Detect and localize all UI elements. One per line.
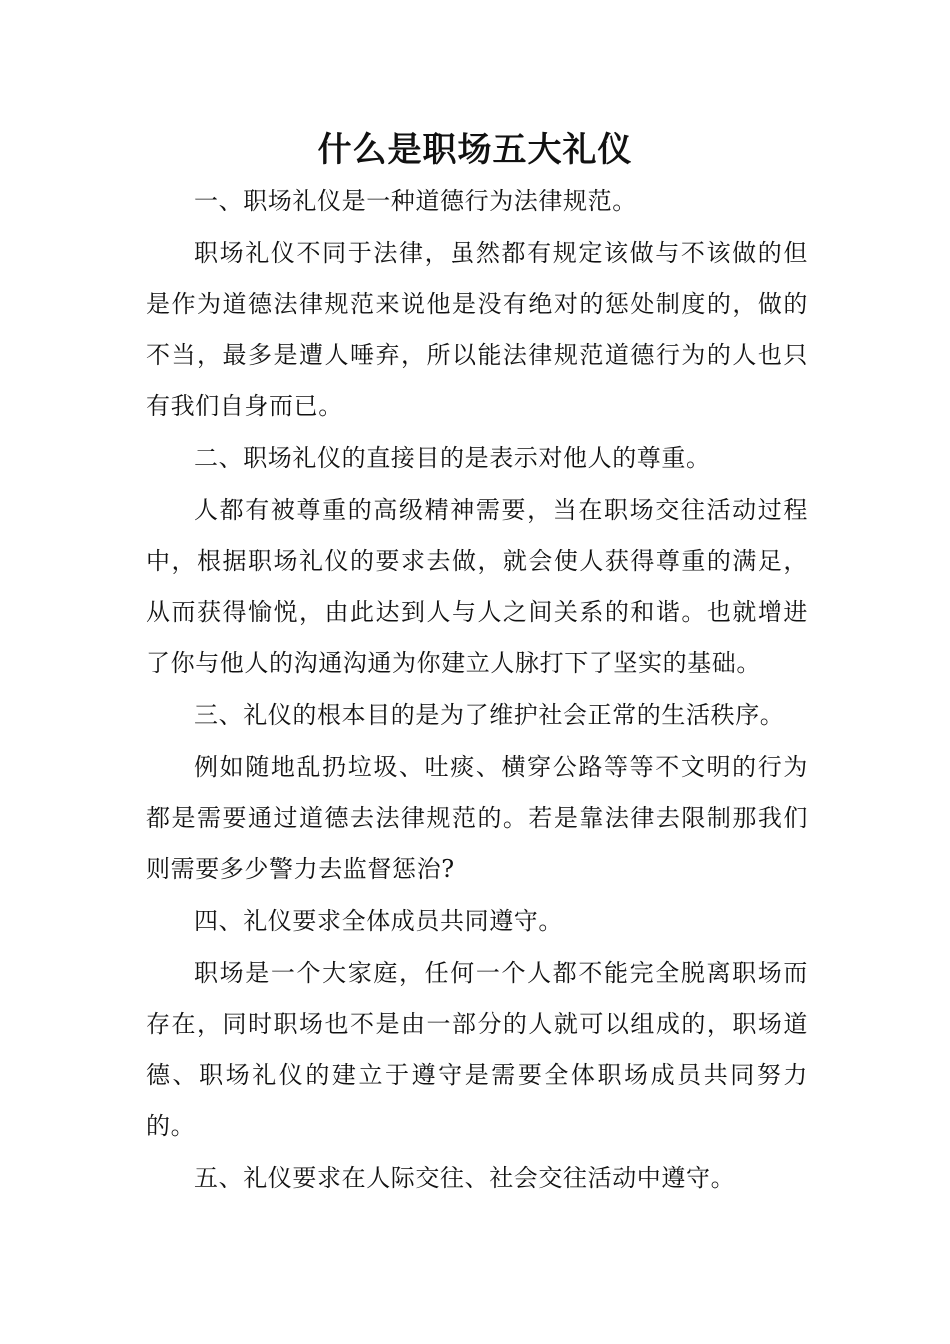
section-3-body: 例如随地乱扔垃圾、吐痰、横穿公路等等不文明的行为都是需要通过道德去法律规范的。若是靠法律去限制那我们则需要多少警力去监督惩治? (146, 753, 808, 883)
section-1-body: 职场礼仪不同于法律，虽然都有规定该做与不该做的但是作为道德法律规范来说他是没有绝对的惩处制度的，做的不当，最多是遭人唾弃，所以能法律规范道德行为的人也只有我们自身而已。 (146, 239, 808, 420)
section-4-body: 职场是一个大家庭，任何一个人都不能完全脱离职场而存在，同时职场也不是由一部分的人就可以组成的，职场道德、职场礼仪的建立于遵守是需要全体职场成员共同努力的。 (146, 959, 808, 1140)
section-5-heading: 五、礼仪要求在人际交往、社会交往活动中遵守。 (194, 1164, 736, 1192)
section-2-heading: 二、职场礼仪的直接目的是表示对他人的尊重。 (194, 444, 711, 472)
document-body (146, 176, 808, 1205)
section-4-heading: 四、礼仪要求全体成员共同遵守。 (194, 907, 563, 935)
section-1-heading: 一、职场礼仪是一种道德行为法律规范。 (194, 187, 637, 215)
document-title: 什么是职场五大礼仪 (317, 130, 633, 170)
section-2-body: 人都有被尊重的高级精神需要，当在职场交往活动过程中，根据职场礼仪的要求去做，就会使人获得尊重的满足，从而获得愉悦，由此达到人与人之间关系的和谐。也就增进了你与他人的沟通沟通为你建立人脉打下了坚实的基础。 (146, 496, 808, 677)
section-3-heading: 三、礼仪的根本目的是为了维护社会正常的生活秩序。 (194, 701, 785, 729)
